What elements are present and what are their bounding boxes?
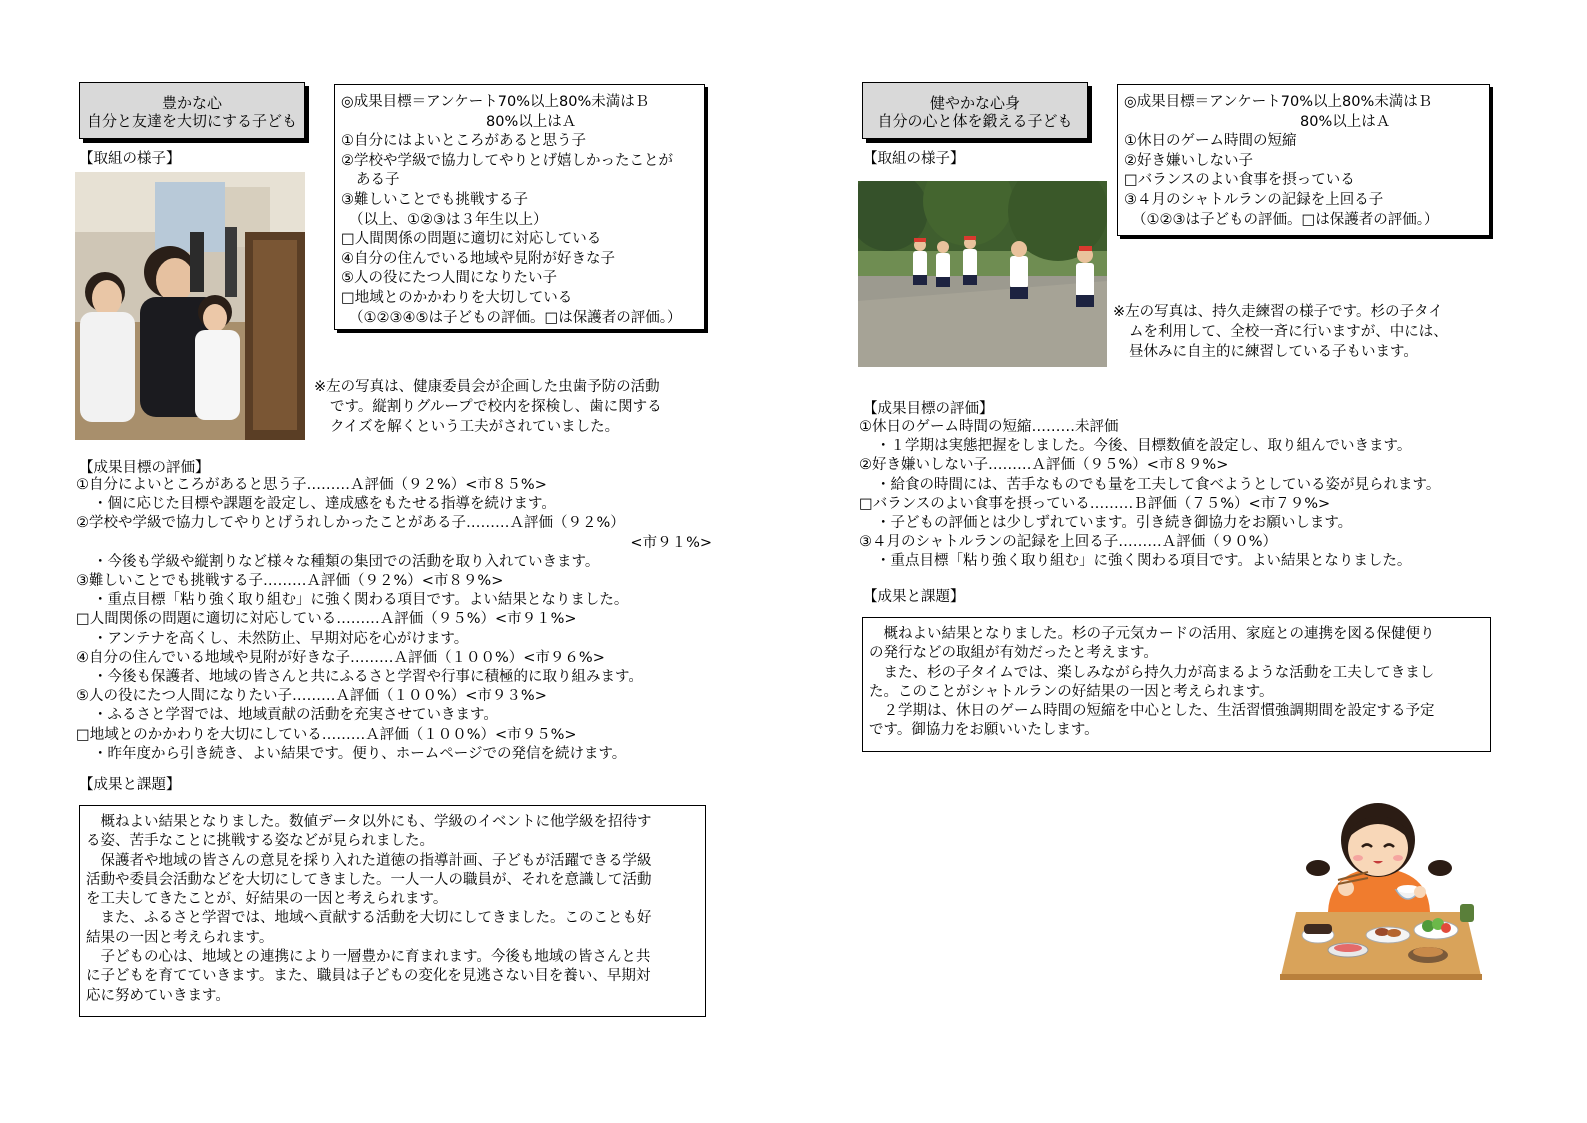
left-result-heading: 【成果と課題】 bbox=[79, 777, 181, 793]
left-eval-item: ⑤人の役にたつ人間になりたい子………Ａ評価（１００%）<市９３%> bbox=[76, 688, 547, 705]
right-title-line1: 健やかな心身 bbox=[929, 94, 1020, 112]
left-eval-list bbox=[76, 476, 712, 764]
right-result-line: また、杉の子タイムでは、楽しみながら持久力が高まるような活動を工夫してきまし bbox=[869, 664, 1435, 681]
left-eval-item: □人間関係の問題に適切に対応している………Ａ評価（９５%）<市９１%> bbox=[76, 611, 577, 628]
left-photo-illustration bbox=[75, 172, 305, 440]
left-eval-item: ①自分によいところがあると思う子………Ａ評価（９２%）<市８５%> bbox=[76, 477, 547, 493]
left-result-line: また、ふるさと学習では、地域へ貢献する活動を大切にしてきました。このことも好 bbox=[86, 910, 652, 927]
left-photo-tooth-activity bbox=[75, 172, 305, 440]
left-eval-detail: ・今後も保護者、地域の皆さんと共にふるさと学習や行事に積極的に取り組みます。 bbox=[93, 669, 643, 686]
left-goal-line: ⑤人の役にたつ人間になりたい子 bbox=[341, 270, 557, 287]
right-section-title bbox=[862, 82, 1088, 139]
right-activity-heading: 【取組の様子】 bbox=[863, 151, 965, 167]
left-result-line: 子どもの心は、地域との連携により一層豊かに育まれます。今後も地域の皆さんと共 bbox=[86, 949, 651, 966]
right-eval-list bbox=[859, 418, 1499, 572]
right-photo-note bbox=[1113, 302, 1503, 362]
left-goal-line: ④自分の住んでいる地域や見附が好きな子 bbox=[341, 250, 615, 267]
girl-eating-drawing bbox=[1278, 800, 1484, 980]
right-goal-line: ◎成果目標＝アンケート70%以上80%未満はＢ bbox=[1124, 94, 1433, 110]
left-goal-line: ◎成果目標＝アンケート70%以上80%未満はＢ bbox=[341, 94, 650, 110]
right-eval-item: ③４月のシャトルランの記録を上回る子………Ａ評価（９０%） bbox=[859, 534, 1277, 551]
right-eval-item: ②好き嫌いしない子………Ａ評価（９５%）<市８９%> bbox=[859, 457, 1229, 474]
left-note-line: クイズを解くという工夫がされていました。 bbox=[330, 419, 620, 435]
right-result-box bbox=[862, 617, 1491, 752]
left-eval-item: ③難しいことでも挑戦する子………Ａ評価（９２%）<市８９%> bbox=[76, 573, 504, 590]
left-eval-detail: ・今後も学級や縦割りなど様々な種類の集団での活動を取り入れていきます。 bbox=[93, 553, 600, 570]
right-photo-illustration bbox=[858, 181, 1107, 367]
left-eval-item: ④自分の住んでいる地域や見附が好きな子………Ａ評価（１００%）<市９６%> bbox=[76, 649, 605, 666]
right-result-heading: 【成果と課題】 bbox=[863, 589, 965, 605]
right-eval-item: □バランスのよい食事を摂っている………Ｂ評価（７５%）<市７９%> bbox=[859, 495, 1331, 512]
right-note-line: ※左の写真は、持久走練習の様子です。杉の子タイ bbox=[1113, 304, 1443, 320]
left-activity-heading: 【取組の様子】 bbox=[79, 151, 181, 167]
right-note-line: ムを利用して、全校一斉に行いますが、中には、 bbox=[1129, 324, 1448, 340]
left-note-line: です。縦割りグループで校内を探検し、歯に関する bbox=[330, 399, 662, 415]
left-goal-line: ②学校や学級で協力してやりとげ嬉しかったことが bbox=[341, 152, 673, 169]
right-goal-line: 80%以上はＡ bbox=[1300, 113, 1391, 130]
left-eval-item-cont: <市９１%> bbox=[630, 534, 712, 551]
left-result-line: る姿、苦手なことに挑戦する姿などが見られました。 bbox=[86, 833, 434, 850]
right-eval-heading: 【成果目標の評価】 bbox=[863, 401, 994, 417]
right-result-line: の発行などの取組が有効だったと考えます。 bbox=[869, 645, 1158, 662]
left-result-line: 応に努めていきます。 bbox=[86, 987, 230, 1004]
left-goal-line: ③難しいことでも挑戦する子 bbox=[341, 191, 528, 208]
left-result-line: 活動や委員会活動などを大切にしてきました。一人一人の職員が、それを意識して活動 bbox=[86, 871, 652, 888]
left-note-line: ※左の写真は、健康委員会が企画した虫歯予防の活動 bbox=[314, 379, 660, 395]
left-goal-box bbox=[334, 84, 705, 330]
left-goal-line: （以上、①②③は３年生以上） bbox=[349, 211, 548, 228]
right-goal-line: （①②③は子どもの評価。□は保護者の評価。） bbox=[1132, 211, 1439, 228]
right-note-line: 昼休みに自主的に練習している子もいます。 bbox=[1129, 344, 1418, 360]
right-result-line: ２学期は、休日のゲーム時間の短縮を中心とした、生活習慣強調期間を設定する予定 bbox=[869, 703, 1435, 720]
left-eval-detail: ・個に応じた目標や課題を設定し、達成感をもたせる指導を続けます。 bbox=[93, 496, 556, 513]
left-goal-line: ある子 bbox=[356, 172, 400, 189]
girl-eating-illustration bbox=[1278, 800, 1484, 980]
left-result-line: を工夫してきたことが、好結果の一因と考えられます。 bbox=[86, 891, 448, 908]
right-photo-running-practice bbox=[858, 181, 1107, 367]
right-eval-detail: ・１学期は実態把握をしました。今後、目標数値を設定し、取り組んでいきます。 bbox=[876, 438, 1412, 455]
left-title-line1: 豊かな心 bbox=[161, 94, 222, 112]
left-goal-line: 80%以上はＡ bbox=[486, 113, 577, 130]
left-eval-detail: ・重点目標「粘り強く取り組む」に強く関わる項目です。よい結果となりました。 bbox=[93, 592, 629, 609]
left-title-line2: 自分と友達を大切にする子ども bbox=[86, 112, 297, 130]
left-goal-line: □地域とのかかわりを大切している bbox=[341, 289, 573, 306]
left-goal-line: ①自分にはよいところがあると思う子 bbox=[341, 133, 586, 150]
right-goal-line: ②好き嫌いしない子 bbox=[1124, 152, 1253, 169]
left-photo-note bbox=[314, 377, 709, 437]
right-eval-item: ①休日のゲーム時間の短縮………未評価 bbox=[859, 419, 1119, 435]
right-goal-line: ①休日のゲーム時間の短縮 bbox=[1124, 133, 1297, 150]
left-result-line: 保護者や地域の皆さんの意見を採り入れた道徳の指導計画、子どもが活躍できる学級 bbox=[86, 852, 652, 869]
right-result-line: です。御協力をお願いいたします。 bbox=[869, 722, 1099, 739]
left-eval-detail: ・昨年度から引き続き、よい結果です。便り、ホームページでの発信を続けます。 bbox=[93, 745, 627, 762]
left-eval-detail: ・アンテナを高くし、未然防止、早期対応を心がけます。 bbox=[93, 630, 469, 647]
right-result-line: た。このことがシャトルランの好結果の一因と考えられます。 bbox=[869, 683, 1274, 700]
right-goal-line: □バランスのよい食事を摂っている bbox=[1124, 172, 1355, 189]
left-result-line: に子どもを育てていきます。また、職員は子どもの変化を見逃さない目を養い、早期対 bbox=[86, 968, 651, 985]
right-title-line2: 自分の心と体を鍛える子ども bbox=[877, 112, 1073, 130]
left-eval-heading: 【成果目標の評価】 bbox=[79, 460, 210, 476]
left-goal-line: □人間関係の問題に適切に対応している bbox=[341, 231, 602, 248]
right-goal-box bbox=[1117, 84, 1490, 236]
right-eval-detail: ・子どもの評価とは少しずれています。引き続き御協力をお願いします。 bbox=[876, 515, 1353, 532]
right-eval-detail: ・重点目標「粘り強く取り組む」に強く関わる項目です。よい結果となりました。 bbox=[876, 553, 1412, 570]
left-eval-detail: ・ふるさと学習では、地域貢献の活動を充実させていきます。 bbox=[93, 707, 498, 724]
left-result-box bbox=[79, 805, 706, 1017]
right-eval-detail: ・給食の時間には、苦手なものでも量を工夫して食べようとしている姿が見られます。 bbox=[876, 476, 1441, 493]
left-section-title bbox=[79, 82, 305, 139]
left-goal-line: （①②③④⑤は子どもの評価。□は保護者の評価。） bbox=[349, 309, 682, 326]
left-eval-item: ②学校や学級で協力してやりとげうれしかったことがある子………Ａ評価（９２%） bbox=[76, 515, 625, 532]
left-result-line: 結果の一因と考えられます。 bbox=[86, 929, 274, 946]
left-eval-item: □地域とのかかわりを大切にしている………Ａ評価（１００%）<市９５%> bbox=[76, 726, 577, 743]
right-goal-line: ③４月のシャトルランの記録を上回る子 bbox=[1124, 191, 1384, 208]
left-result-line: 概ねよい結果となりました。数値データ以外にも、学級のイベントに他学級を招待す bbox=[86, 814, 652, 830]
right-result-line: 概ねよい結果となりました。杉の子元気カードの活用、家庭との連携を図る保健便り bbox=[869, 626, 1435, 642]
